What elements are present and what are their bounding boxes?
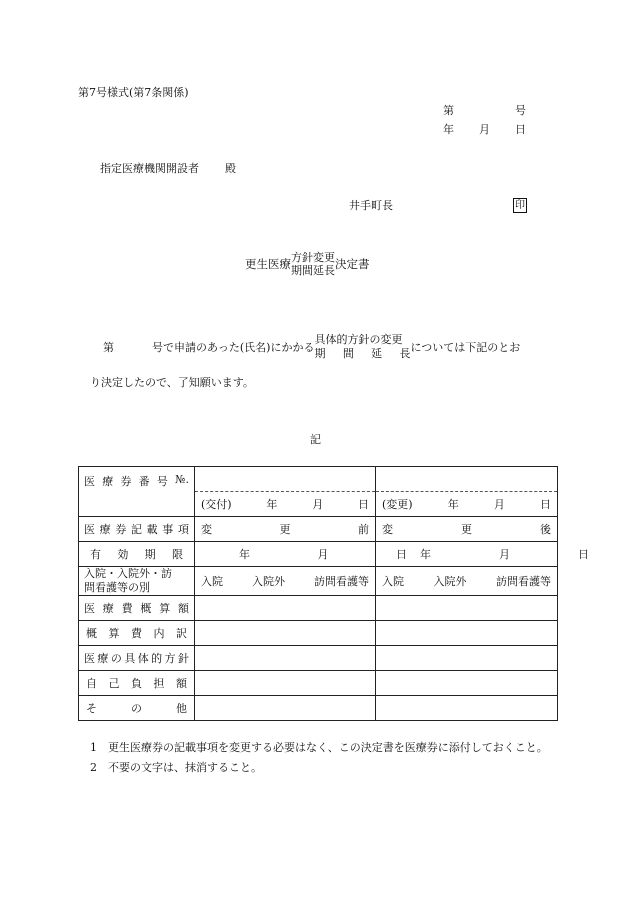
char: の [131,701,142,715]
char: 期 [314,347,326,361]
option-inpatient: 入院 [382,574,404,588]
char: 療 [102,601,114,615]
char: 限 [171,548,183,561]
char: 額 [177,601,189,615]
char: 券 [115,523,127,536]
sender-name: 井手町長 [349,199,393,212]
option-home-nursing: 訪問看護等 [314,574,369,588]
note-text: 不要の文字は、抹消すること。 [108,760,262,774]
month-label: 月 [317,548,329,561]
char: 載 [146,523,158,536]
document-title [245,252,370,277]
char: 延 [371,347,383,361]
addressee-tono: 殿 [225,162,236,175]
day-label: 日 [578,548,589,561]
label-cost-breakdown [79,620,195,645]
label-cost-estimate [79,595,195,620]
label-other [79,695,195,720]
treatment-policy-left[interactable] [195,645,376,670]
char: 方 [164,651,176,665]
char: 負 [131,676,142,690]
char: 概 [86,626,97,640]
body-line-1 [103,333,520,362]
char: 更 [279,523,291,536]
title-prefix: 更生医療 [245,256,291,271]
cost-breakdown-left[interactable] [195,620,376,645]
char: 有 [90,548,101,561]
char: 自 [86,676,97,690]
char: 間 [342,347,354,361]
char: 針 [177,651,189,665]
char: 記 [130,523,142,536]
option-outpatient: 入院外 [252,574,285,588]
month-label: 月 [499,548,510,561]
char: 算 [159,601,171,615]
cost-estimate-right[interactable] [376,595,558,620]
seal-box: 印 [515,200,525,211]
year-label: 年 [266,498,278,511]
body-option-1: 具体的方針の変更 [314,333,403,346]
char: 体 [137,651,149,665]
after-change-cell [376,517,558,542]
body-line-2: り決定したので、了知願います。 [90,376,254,389]
char: 己 [108,676,120,690]
day-label: 日 [357,498,369,511]
char: 効 [117,548,129,561]
note-number: 2 [90,760,97,774]
addressee [100,162,236,175]
char: 前 [358,523,369,536]
ticket-number-right-value[interactable] [376,467,558,492]
char: 訳 [176,626,187,640]
char: 変 [201,523,212,536]
char: そ [86,701,97,715]
addressee-text: 指定医療機関開設者 [100,162,199,175]
char: 療 [97,651,109,665]
other-right[interactable] [376,695,558,720]
char: 医 [84,475,95,488]
option-inpatient: 入院 [201,574,223,588]
char: 療 [99,523,111,536]
char: 的 [151,651,163,665]
char: 担 [153,676,165,690]
body-part-1: 号で申請のあった(氏名)にかかる [152,340,315,354]
char: 費 [121,601,133,615]
char: 他 [176,701,187,715]
title-option-2: 期間延長 [291,263,335,277]
care-type-right-cell [376,567,558,596]
body-part-2: については下記のとお [410,340,521,354]
char: 事 [162,523,174,536]
char: 算 [108,626,120,640]
char: 項 [177,523,189,536]
issue-tag: (交付) [201,498,232,511]
ki-heading: 記 [310,433,321,446]
month-label: 月 [493,498,505,511]
char: 変 [382,523,393,536]
char: 長 [399,347,411,361]
copay-right[interactable] [376,670,558,695]
document-date [443,123,525,139]
body-options [314,333,410,362]
label-treatment-policy [79,645,195,670]
notes [90,739,560,776]
date-year: 年 [443,123,454,136]
char: 医 [84,523,95,536]
label-validity [79,542,195,567]
char: 券 [120,475,132,488]
title-options [291,252,335,277]
char: 医 [84,651,95,665]
cost-estimate-left[interactable] [195,595,376,620]
char: 後 [540,523,551,536]
month-label: 月 [312,498,324,511]
cost-breakdown-right[interactable] [376,620,558,645]
note-2 [90,759,560,777]
ticket-number-left-value[interactable] [195,467,376,492]
issue-date-cell [195,492,376,517]
title-suffix: 決定書 [335,256,370,271]
char: 概 [140,601,152,615]
document-number [443,104,525,120]
char: 療 [102,475,114,488]
char: 費 [131,626,142,640]
char: 医 [84,601,95,615]
note-number: 1 [90,741,97,754]
char: 具 [124,651,136,665]
date-month: 月 [479,123,490,136]
char: 番 [138,475,150,488]
body-dai: 第 [103,340,114,354]
year-label: 年 [239,548,250,561]
decision-table [78,466,589,721]
care-type-left-cell [195,567,376,596]
year-label: 年 [447,498,459,511]
form-id: 第7号様式(第7条関係) [78,86,189,99]
label-ticket-number [79,467,195,517]
label-ticket-items [79,517,195,542]
change-date-cell [376,492,558,517]
note-text: 更生医療券の記載事項を変更する必要はなく、この決定書を医療券に添付しておくこと。 [108,741,548,754]
label-inpatient-type [79,567,195,596]
note-1 [90,739,560,757]
char: 期 [144,548,156,561]
label-line-1: 入院・入院外・訪 [84,567,172,580]
char: 更 [461,523,472,536]
label-line-2: 問看護等の別 [84,580,150,594]
validity-left-cell [195,542,407,567]
char: 額 [176,676,187,690]
year-label: 年 [420,548,431,561]
day-label: 日 [396,548,407,561]
number-gou: 号 [515,104,526,117]
number-dai: 第 [443,104,454,117]
label-copay [79,670,195,695]
copay-left[interactable] [195,670,376,695]
char: 内 [153,626,165,640]
day-label: 日 [539,498,551,511]
option-home-nursing: 訪問看護等 [496,574,551,588]
date-day: 日 [515,123,526,136]
change-tag: (変更) [382,498,413,511]
char: №. [175,473,189,486]
other-left[interactable] [195,695,376,720]
treatment-policy-right[interactable] [376,645,558,670]
title-option-1: 方針変更 [291,251,335,264]
char: 号 [156,475,168,488]
option-outpatient: 入院外 [433,574,467,588]
char: の [110,651,122,665]
before-change-cell [195,517,376,542]
body-option-2 [314,347,410,361]
